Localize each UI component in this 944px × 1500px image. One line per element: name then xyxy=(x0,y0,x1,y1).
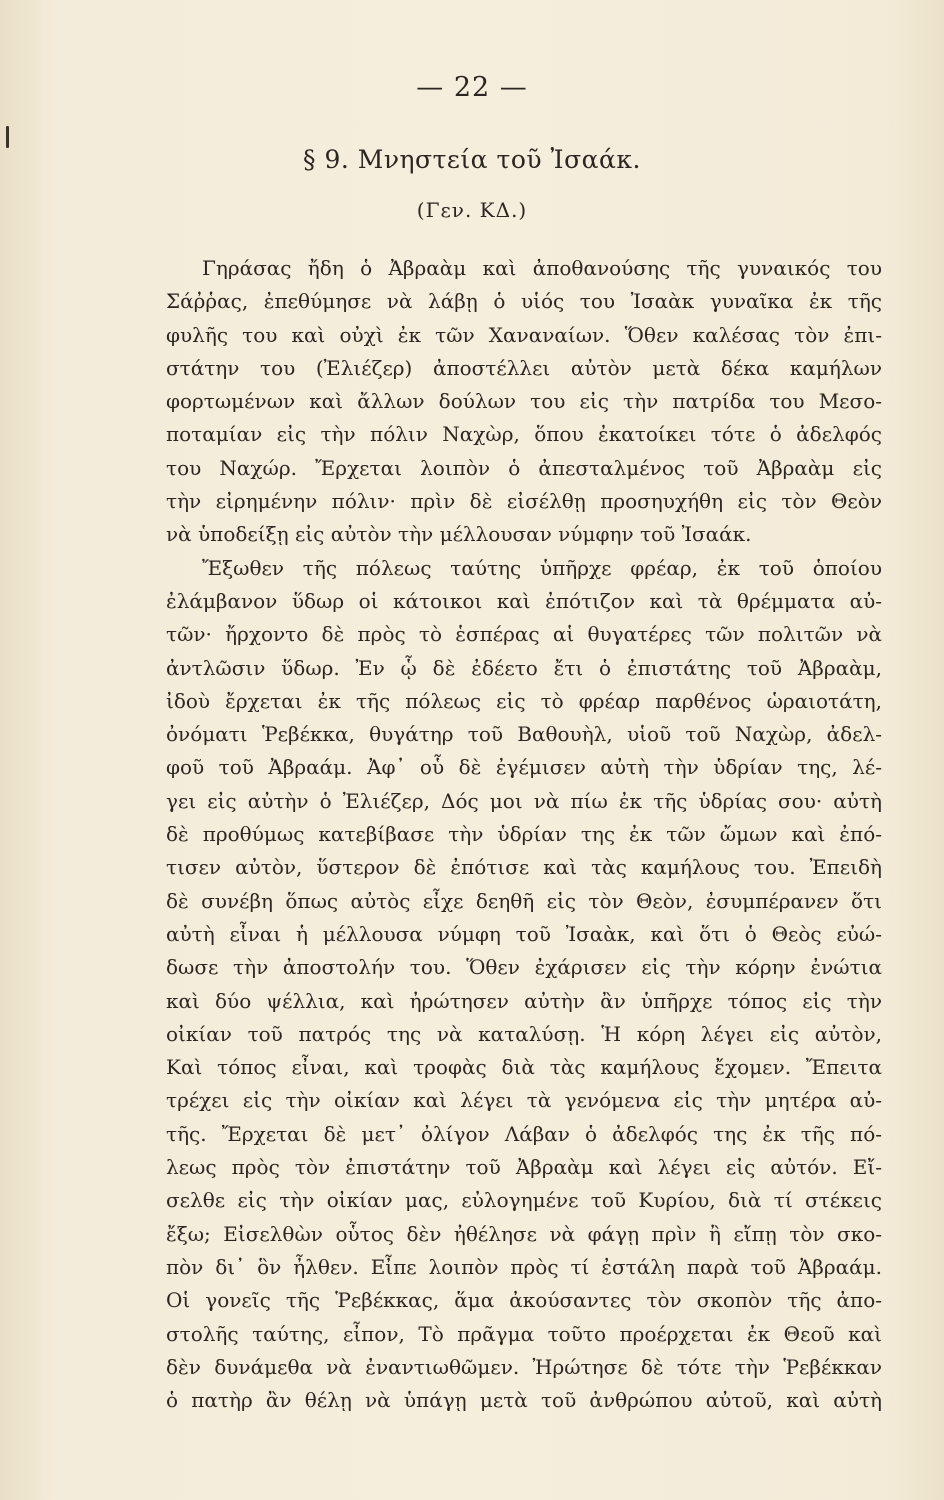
text-line: ἐλάμβανον ὕδωρ οἱ κάτοικοι καὶ ἐπότιζον καὶ τὰ θρέμματα αὐ- xyxy=(166,588,882,613)
text-line: δὲ συνέβη ὅπως αὐτὸς εἶχε δεηθῆ εἰς τὸν Θεὸν, ἐσυμπέρανεν ὅτι xyxy=(166,888,882,913)
text-line: φυλῆς του καὶ οὐχὶ ἐκ τῶν Χαναναίων. Ὅθεν καλέσας τὸν ἐπι- xyxy=(166,322,882,347)
paragraph xyxy=(166,552,882,1418)
text-line: ἀντλῶσιν ὕδωρ. Ἐν ᾧ δὲ ἐδέετο ἔτι ὁ ἐπιστάτης τοῦ Ἀβραὰμ, xyxy=(166,655,882,680)
text-line: νὰ ὑποδείξῃ εἰς αὐτὸν τὴν μέλλουσαν νύμφην τοῦ Ἰσαάκ. xyxy=(166,522,752,547)
section-reference: (Γεν. ΚΔ.) xyxy=(416,198,528,222)
body-text xyxy=(166,252,882,1417)
text-line: καὶ δύο ψέλλια, καὶ ἠρώτησεν αὐτὴν ἂν ὑπῆρχε τόπος εἰς τὴν xyxy=(166,988,882,1013)
page-number: — 22 — xyxy=(416,72,528,103)
text-line: τὴν εἰρημένην πόλιν· πρὶν δὲ εἰσέλθῃ προσηυχήθη εἰς τὸν Θεὸν xyxy=(166,489,882,514)
text-line: τῆς. Ἔρχεται δὲ μετ᾽ ὀλίγον Λάβαν ὁ ἀδελφός της ἐκ τῆς πό- xyxy=(166,1121,882,1146)
text-line: ποταμίαν εἰς τὴν πόλιν Ναχὼρ, ὅπου ἐκατοίκει τότε ὁ ἀδελφός xyxy=(166,422,882,447)
text-line: του Ναχώρ. Ἔρχεται λοιπὸν ὁ ἀπεσταλμένος τοῦ Ἀβραὰμ εἰς xyxy=(166,455,882,480)
text-line: οἰκίαν τοῦ πατρός της νὰ καταλύσῃ. Ἡ κόρη λέγει εἰς αὐτὸν, xyxy=(166,1021,882,1046)
text-line: λεως πρὸς τὸν ἐπιστάτην τοῦ Ἀβραὰμ καὶ λέγει εἰς αὐτόν. Εἴ- xyxy=(166,1155,882,1180)
text-line: γει εἰς αὐτὴν ὁ Ἐλιέζερ, Δός μοι νὰ πίω ἐκ τῆς ὑδρίας σου· αὐτὴ xyxy=(166,788,882,813)
text-line: Γηράσας ἤδη ὁ Ἀβραὰμ καὶ ἀποθανούσης τῆς γυναικός του xyxy=(202,256,882,280)
text-line: ἰδοὺ ἔρχεται ἐκ τῆς πόλεως εἰς τὸ φρέαρ παρθένος ὡραιοτάτη, xyxy=(166,688,882,713)
text-line: αὐτὴ εἶναι ἡ μέλλουσα νύμφη τοῦ Ἰσαὰκ, καὶ ὅτι ὁ Θεὸς εὐώ- xyxy=(166,921,882,946)
text-line: φοῦ τοῦ Ἀβραάμ. Ἀφ᾽ οὗ δὲ ἐγέμισεν αὐτὴ τὴν ὑδρίαν της, λέ- xyxy=(166,755,882,780)
text-line: δωσε τὴν ἀποστολήν του. Ὅθεν ἐχάρισεν εἰς τὴν κόρην ἐνώτια xyxy=(166,955,882,980)
section-title: § 9. Μνηστεία τοῦ Ἰσαάκ. xyxy=(303,145,641,174)
text-line: δὲν δυνάμεθα νὰ ἐναντιωθῶμεν. Ἠρώτησε δὲ τότε τὴν Ῥεβέκκαν xyxy=(166,1354,882,1379)
text-line: Ἔξωθεν τῆς πόλεως ταύτης ὑπῆρχε φρέαρ, ἐκ τοῦ ὁποίου xyxy=(202,555,882,580)
text-line: φορτωμένων καὶ ἄλλων δούλων του εἰς τὴν πατρίδα του Μεσο- xyxy=(166,389,882,414)
text-line: τρέχει εἰς τὴν οἰκίαν καὶ λέγει τὰ γενόμενα εἰς τὴν μητέρα αὐ- xyxy=(166,1088,882,1113)
text-line: πὸν δι᾽ ὃν ἦλθεν. Εἶπε λοιπὸν πρὸς τί ἐστάλη παρὰ τοῦ Ἀβραάμ. xyxy=(166,1254,882,1279)
text-line: σελθε εἰς τὴν οἰκίαν μας, εὐλογημένε τοῦ Κυρίου, διὰ τί στέκεις xyxy=(166,1188,882,1213)
text-line: στολῆς ταύτης, εἶπον, Τὸ πρᾶγμα τοῦτο προέρχεται ἐκ Θεοῦ καὶ xyxy=(166,1321,882,1346)
paragraph xyxy=(166,252,882,552)
text-line: Σάῤῥας, ἐπεθύμησε νὰ λάβῃ ὁ υἱός του Ἰσαὰκ γυναῖκα ἐκ τῆς xyxy=(166,289,882,314)
text-line: στάτην του (Ἐλιέζερ) ἀποστέλλει αὐτὸν μετὰ δέκα καμήλων xyxy=(166,355,882,380)
text-line: Οἱ γονεῖς τῆς Ῥεβέκκας, ἅμα ἀκούσαντες τὸν σκοπὸν τῆς ἀπο- xyxy=(166,1288,882,1313)
text-line: ἔξω; Εἰσελθὼν οὗτος δὲν ἠθέλησε νὰ φάγῃ πρὶν ἢ εἴπῃ τὸν σκο- xyxy=(166,1221,882,1246)
text-line: Καὶ τόπος εἶναι, καὶ τροφὰς διὰ τὰς καμήλους ἔχομεν. Ἔπειτα xyxy=(166,1055,882,1080)
text-line: ὀνόματι Ῥεβέκκα, θυγάτηρ τοῦ Βαθουὴλ, υἱοῦ τοῦ Ναχὼρ, ἀδελ- xyxy=(166,722,882,747)
text-line: τῶν· ἤρχοντο δὲ πρὸς τὸ ἑσπέρας αἱ θυγατέρες τῶν πολιτῶν νὰ xyxy=(166,622,882,647)
text-line: δὲ προθύμως κατεβίβασε τὴν ὑδρίαν της ἐκ τῶν ὤμων καὶ ἐπό- xyxy=(166,822,882,847)
text-line: τισεν αὐτὸν, ὕστερον δὲ ἐπότισε καὶ τὰς καμήλους του. Ἐπειδὴ xyxy=(166,855,882,880)
text-line: ὁ πατὴρ ἂν θέλῃ νὰ ὑπάγῃ μετὰ τοῦ ἀνθρώπου αὐτοῦ, καὶ αὐτὴ xyxy=(166,1388,882,1413)
